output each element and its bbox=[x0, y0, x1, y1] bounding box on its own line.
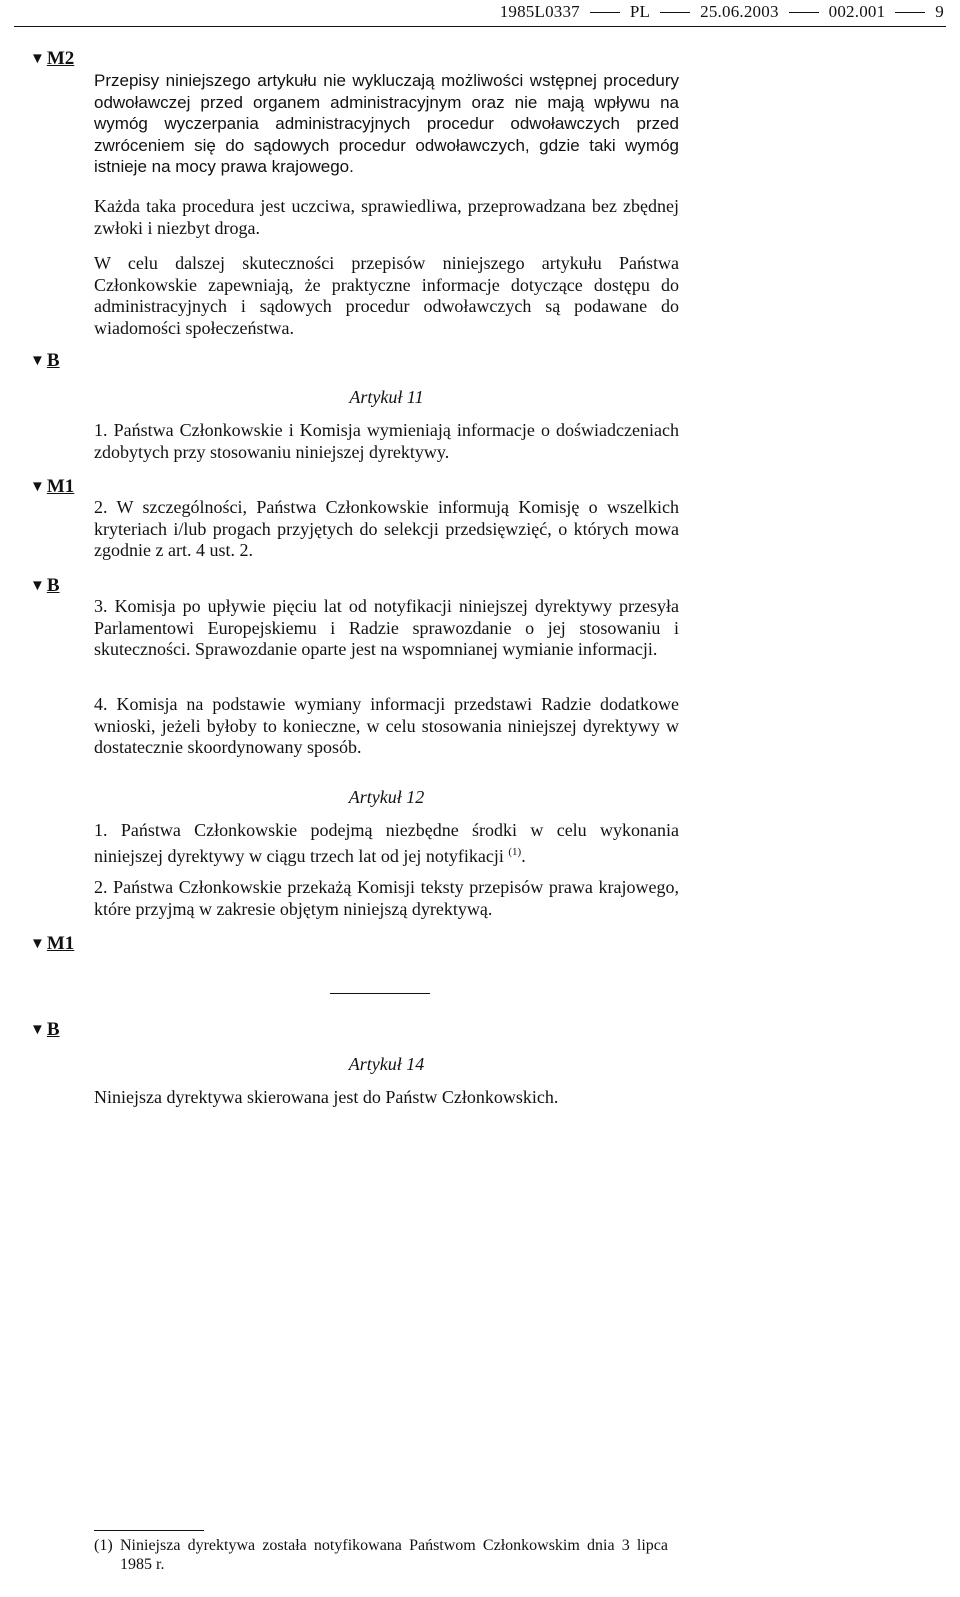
article-title: Artykuł 14 bbox=[348, 1054, 425, 1074]
footnote bbox=[94, 1536, 674, 1574]
header-dash bbox=[895, 12, 925, 13]
doc-id: 1985L0337 bbox=[499, 2, 580, 22]
marker-m1[interactable]: ▼ M1 bbox=[30, 933, 75, 954]
header-dash bbox=[590, 12, 620, 13]
footnote-text: Niniejsza dyrektywa została notyfikowana Państwom Członkowskim dnia 3 lipca 1985 r. bbox=[120, 1537, 668, 1573]
header-rule bbox=[14, 26, 946, 27]
paragraph: 2. W szczególności, Państwa Członkowskie informują Komisję o wszelkich kryteriach i/lub progach przyjętych do selekcji przedsięwzięć, o których mowa zgodnie z art. 4 ust. 2. bbox=[94, 497, 679, 560]
marker-m1[interactable]: ▼ M1 bbox=[30, 476, 75, 497]
paragraph: 4. Komisja na podstawie wymiany informacji przedstawi Radzie dodatkowe wnioski, jeżeli byłoby to konieczne, w celu stosowania niniejszej dyrektywy w dostatecznie skoordynowany sposób. bbox=[94, 694, 679, 757]
triangle-down-icon: ▼ bbox=[30, 51, 45, 67]
marker-m2[interactable]: ▼ M2 bbox=[30, 48, 75, 69]
article-title: Artykuł 12 bbox=[348, 787, 425, 807]
paragraph: Przepisy niniejszego artykułu nie wykluczają możliwości wstępnej procedury odwoławczej przed organem administracyjnym oraz nie mają wpływu na wymóg wyczerpania administracyjnych procedur odwoławczych przed zwróceniem się do sądowych procedur odwoławczych, gdzie taki wymóg istnieje na mocy prawa krajowego. bbox=[94, 71, 679, 176]
paragraph: 1. Państwa Członkowskie i Komisja wymieniają informacje o doświadczeniach zdobytych przy stosowaniu niniejszej dyrektywy. bbox=[94, 420, 679, 462]
header-dash bbox=[660, 12, 690, 13]
footnote-ref[interactable]: (1) bbox=[508, 845, 522, 858]
paragraph: 3. Komisja po upływie pięciu lat od notyfikacji niniejszej dyrektywy przesyła Parlamentowi Europejskiemu i Radzie sprawozdanie o jej stosowaniu i skuteczności. Sprawozdanie oparte jest na wspomnianej wymianie informacji. bbox=[94, 596, 679, 659]
triangle-down-icon: ▼ bbox=[30, 936, 45, 952]
triangle-down-icon: ▼ bbox=[30, 1022, 45, 1038]
marker-b[interactable]: ▼ B bbox=[30, 1019, 60, 1040]
doc-version: 002.001 bbox=[828, 2, 886, 22]
omission-line bbox=[330, 993, 430, 994]
marker-b[interactable]: ▼ B bbox=[30, 350, 60, 371]
paragraph: Każda taka procedura jest uczciwa, sprawiedliwa, przeprowadzana bez zbędnej zwłoki i niezbyt droga. bbox=[94, 196, 679, 238]
paragraph: Niniejsza dyrektywa skierowana jest do Państw Członkowskich. bbox=[94, 1087, 559, 1107]
article-title: Artykuł 11 bbox=[349, 387, 424, 407]
triangle-down-icon: ▼ bbox=[30, 479, 45, 495]
footnote-number: (1) bbox=[94, 1537, 113, 1554]
doc-language: PL bbox=[629, 2, 651, 22]
paragraph: 2. Państwa Członkowskie przekażą Komisji teksty przepisów prawa krajowego, które przyjmą w zakresie objętym niniejszą dyrektywą. bbox=[94, 877, 679, 919]
footnote-rule bbox=[94, 1530, 204, 1531]
doc-date: 25.06.2003 bbox=[700, 2, 779, 22]
page-header bbox=[500, 0, 944, 26]
marker-b[interactable]: ▼ B bbox=[30, 575, 60, 596]
triangle-down-icon: ▼ bbox=[30, 578, 45, 594]
paragraph: W celu dalszej skuteczności przepisów niniejszego artykułu Państwa Członkowskie zapewniają, że praktyczne informacje dotyczące dostępu do administracyjnych i sądowych procedur odwoławczych są podawane do wiadomości społeczeństwa. bbox=[94, 253, 679, 338]
triangle-down-icon: ▼ bbox=[30, 353, 45, 369]
header-dash bbox=[789, 12, 819, 13]
paragraph: 1. Państwa Członkowskie podejmą niezbędne środki w celu wykonania niniejszej dyrektywy w ciągu trzech lat od jej notyfikacji $^{(1)}$. bbox=[94, 820, 679, 866]
page-number: 9 bbox=[935, 2, 944, 22]
